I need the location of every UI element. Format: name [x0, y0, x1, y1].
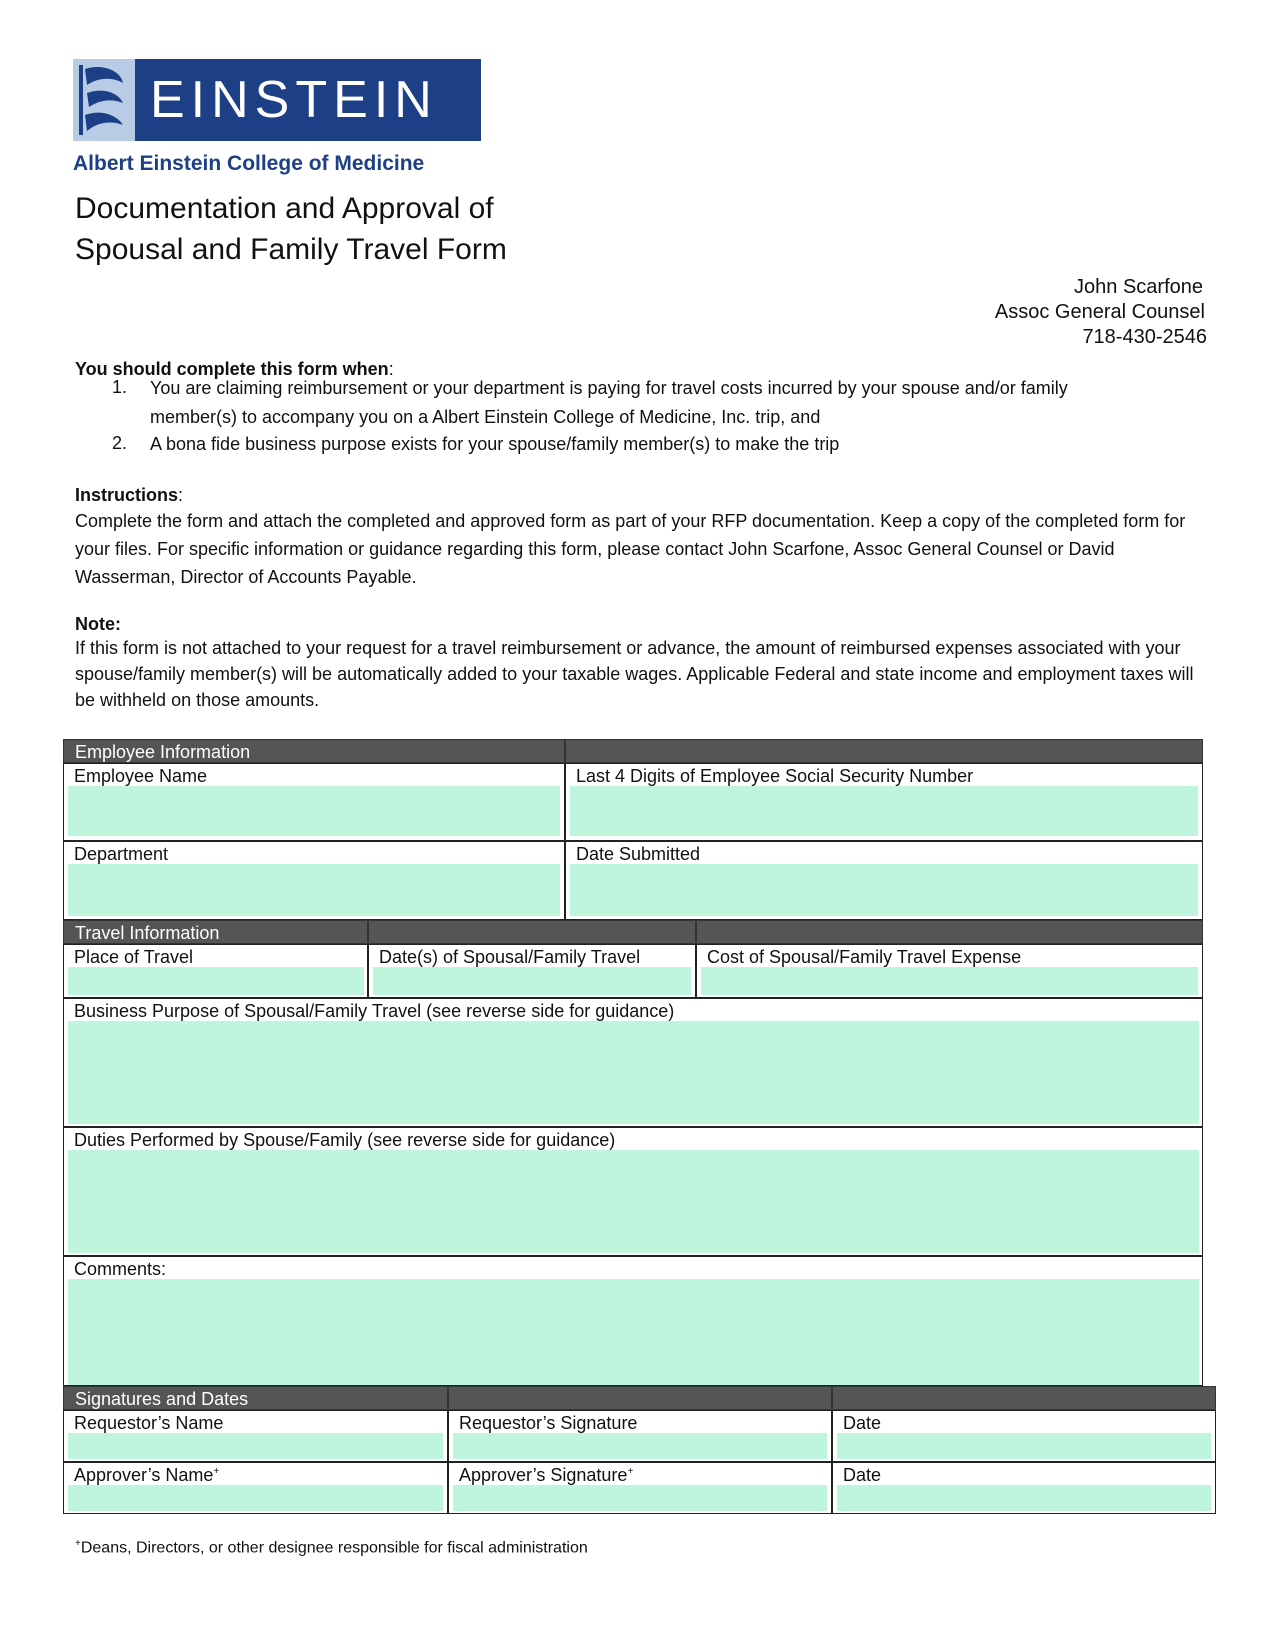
- when-heading: You should complete this form when:: [75, 359, 394, 379]
- comments-cell: [63, 1256, 1203, 1386]
- section-header-employee: Employee Information: [63, 739, 565, 763]
- contact-role: Assoc General Counsel: [994, 301, 1205, 323]
- requestor-date-label: Date: [843, 1413, 882, 1433]
- duties-cell: [63, 1127, 1203, 1256]
- travel-cost-label: Cost of Spousal/Family Travel Expense: [707, 947, 1022, 967]
- logo-subtitle: Albert Einstein College of Medicine: [73, 152, 425, 175]
- date-submitted-label: Date Submitted: [576, 844, 701, 864]
- travel-dates-field[interactable]: [373, 967, 691, 995]
- contact-name: John Scarfone: [1074, 276, 1203, 298]
- section-header-filler: [448, 1386, 832, 1410]
- date-submitted-cell: [565, 841, 1203, 920]
- contact-phone: 718-430-2546: [1082, 326, 1207, 348]
- approver-date-label: Date: [843, 1465, 882, 1485]
- approver-date-field[interactable]: [837, 1485, 1211, 1511]
- requestor-name-field[interactable]: [68, 1433, 443, 1459]
- section-header-filler: [696, 920, 1203, 944]
- list-item-number: 2.: [112, 433, 128, 453]
- list-item: You are claiming reimbursement or your department is paying for travel costs incurred by your spouse and/or family member(s) to accompany you on a Albert Einstein College of Medicine, Inc. trip, and: [150, 378, 1068, 427]
- requestor-name-cell: [63, 1410, 448, 1462]
- ssn-label: Last 4 Digits of Employee Social Security Number: [576, 766, 974, 786]
- note-text: If this form is not attached to your request for a travel reimbursement or advance, the amount of reimbursed expenses associated with your spouse/family member(s) will be automatically added to your taxable wages. Applicable Federal and state income and employment taxes will be withheld on those amounts.: [75, 638, 1194, 710]
- form-title-line1: Documentation and Approval of: [75, 192, 494, 225]
- ssn-cell: [565, 763, 1203, 841]
- list-item: A bona fide business purpose exists for your spouse/family member(s) to make the trip: [150, 434, 840, 454]
- requestor-date-cell: [832, 1410, 1216, 1462]
- ssn-field[interactable]: [570, 786, 1198, 836]
- business-purpose-cell: [63, 998, 1203, 1127]
- travel-dates-cell: [368, 944, 696, 998]
- section-header-filler: [368, 920, 696, 944]
- department-field[interactable]: [68, 864, 560, 916]
- requestor-name-label: Requestor’s Name: [74, 1413, 224, 1433]
- instructions-text: Complete the form and attach the completed and approved form as part of your RFP documentation. Keep a copy of the completed form for your files. For specific information or guidance regarding this form, please contact John Scarfone, Assoc General Counsel or David Wasserman, Director of Accounts Payable.: [75, 511, 1186, 587]
- requestor-date-field[interactable]: [837, 1433, 1211, 1459]
- approver-name-field[interactable]: [68, 1485, 443, 1511]
- duties-field[interactable]: [68, 1150, 1199, 1253]
- approver-signature-cell: [448, 1462, 832, 1514]
- place-of-travel-field[interactable]: [68, 967, 364, 995]
- footnote: +Deans, Directors, or other designee responsible for fiscal administration: [75, 1538, 588, 1557]
- list-item-number: 1.: [112, 377, 128, 397]
- approver-name-cell: [63, 1462, 448, 1514]
- logo-wordmark: EINSTEIN: [150, 71, 438, 129]
- comments-field[interactable]: [68, 1279, 1199, 1385]
- section-header-filler: [832, 1386, 1216, 1410]
- requestor-signature-label: Requestor’s Signature: [459, 1413, 638, 1433]
- department-label: Department: [74, 844, 169, 864]
- logo-icon: [73, 59, 135, 141]
- business-purpose-label: Business Purpose of Spousal/Family Travel (see reverse side for guidance): [74, 1001, 675, 1021]
- business-purpose-field[interactable]: [68, 1021, 1199, 1124]
- place-of-travel-label: Place of Travel: [74, 947, 194, 967]
- approver-signature-field[interactable]: [453, 1485, 827, 1511]
- department-cell: [63, 841, 565, 920]
- place-of-travel-cell: [63, 944, 368, 998]
- travel-cost-field[interactable]: [701, 967, 1198, 995]
- duties-label: Duties Performed by Spouse/Family (see reverse side for guidance): [74, 1130, 616, 1150]
- instructions-heading: Instructions:: [75, 485, 184, 505]
- date-submitted-field[interactable]: [570, 864, 1198, 916]
- section-header-filler: [565, 739, 1203, 763]
- employee-name-cell: [63, 763, 565, 841]
- section-header-signatures: Signatures and Dates: [63, 1386, 448, 1410]
- comments-label: Comments:: [74, 1259, 167, 1279]
- employee-name-label: Employee Name: [74, 766, 208, 786]
- section-header-travel: Travel Information: [63, 920, 368, 944]
- approver-date-cell: [832, 1462, 1216, 1514]
- note-heading: Note:: [75, 614, 121, 634]
- approver-name-label: Approver’s Name+: [74, 1465, 220, 1485]
- requestor-signature-field[interactable]: [453, 1433, 827, 1459]
- requestor-signature-cell: [448, 1410, 832, 1462]
- travel-cost-cell: [696, 944, 1203, 998]
- approver-signature-label: Approver’s Signature+: [459, 1465, 634, 1485]
- employee-name-field[interactable]: [68, 786, 560, 836]
- form-title-line2: Spousal and Family Travel Form: [75, 233, 507, 266]
- travel-dates-label: Date(s) of Spousal/Family Travel: [379, 947, 641, 967]
